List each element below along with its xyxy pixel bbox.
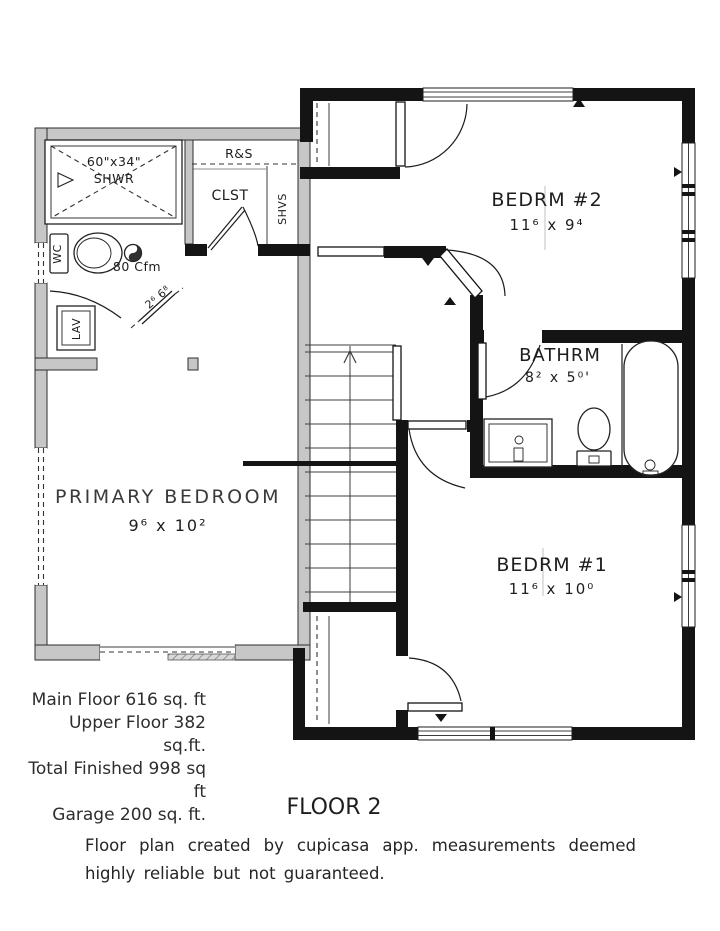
bathroom-label: BATHRM: [519, 345, 601, 366]
bedroom1-dimensions: 11⁶ x 10⁰: [508, 580, 596, 598]
area-summary-line: Main Floor 616 sq. ft: [31, 690, 206, 710]
bedroom1-bottom-window: [418, 727, 572, 740]
area-summary-line: Garage 200 sq. ft.: [52, 805, 206, 825]
bedroom2-dimensions: 11⁶ x 9⁴: [509, 216, 585, 234]
bedroom2-window: [682, 143, 695, 278]
primary-bedroom-dimensions: 9⁶ x 10²: [128, 516, 208, 535]
shower: [45, 140, 182, 224]
lavatory-sink: [57, 306, 95, 350]
cut-line: [243, 461, 401, 466]
door-size-label: 2⁶ 6⁸: [142, 283, 173, 312]
rod-and-shelf-label: R&S: [225, 146, 253, 161]
top-wall-window: [423, 88, 573, 101]
disclaimer-text: Floor plan created by cupicasa app. measurements deemed highly reliable but not guaranteed.: [85, 836, 636, 883]
closet-label: CLST: [211, 188, 249, 204]
bedroom2-door: [440, 249, 505, 298]
bedroom2-label: BEDRM #2: [491, 189, 603, 211]
wc-label: WC: [51, 244, 64, 264]
lav-label: LAV: [70, 317, 83, 341]
stair-side-railing: [393, 346, 401, 420]
bedroom1-door: [408, 421, 466, 488]
primary-bedroom-label: PRIMARY BEDROOM: [55, 486, 281, 508]
toilet-wc: [50, 233, 122, 273]
bedroom1-window: [682, 525, 695, 627]
floor-title: FLOOR 2: [286, 795, 382, 820]
area-summary: [28, 689, 206, 827]
bedroom2-closet: [317, 102, 467, 167]
area-summary-line: Total Finished 998 sq ft: [28, 759, 206, 802]
shower-size-label: 60"x34": [86, 154, 142, 169]
bathroom-dimensions: 8² x 5⁰': [524, 370, 592, 386]
primary-bedroom-window: [100, 645, 235, 660]
bathroom-vanity: [484, 419, 552, 467]
fan-cfm-label: 80 Cfm: [112, 259, 162, 274]
bathtub: [624, 341, 678, 476]
bedroom1-label: BEDRM #1: [496, 554, 608, 576]
staircase: [305, 345, 396, 602]
closet-rs: [192, 146, 297, 250]
bedroom1-closet: [317, 616, 462, 724]
stair-top-railing: [318, 247, 384, 256]
shelves-label: SHVS: [276, 193, 289, 225]
area-summary-line: Upper Floor 382 sq.ft.: [68, 713, 206, 756]
bathroom-toilet: [577, 408, 611, 466]
shower-label: SHWR: [93, 171, 135, 186]
